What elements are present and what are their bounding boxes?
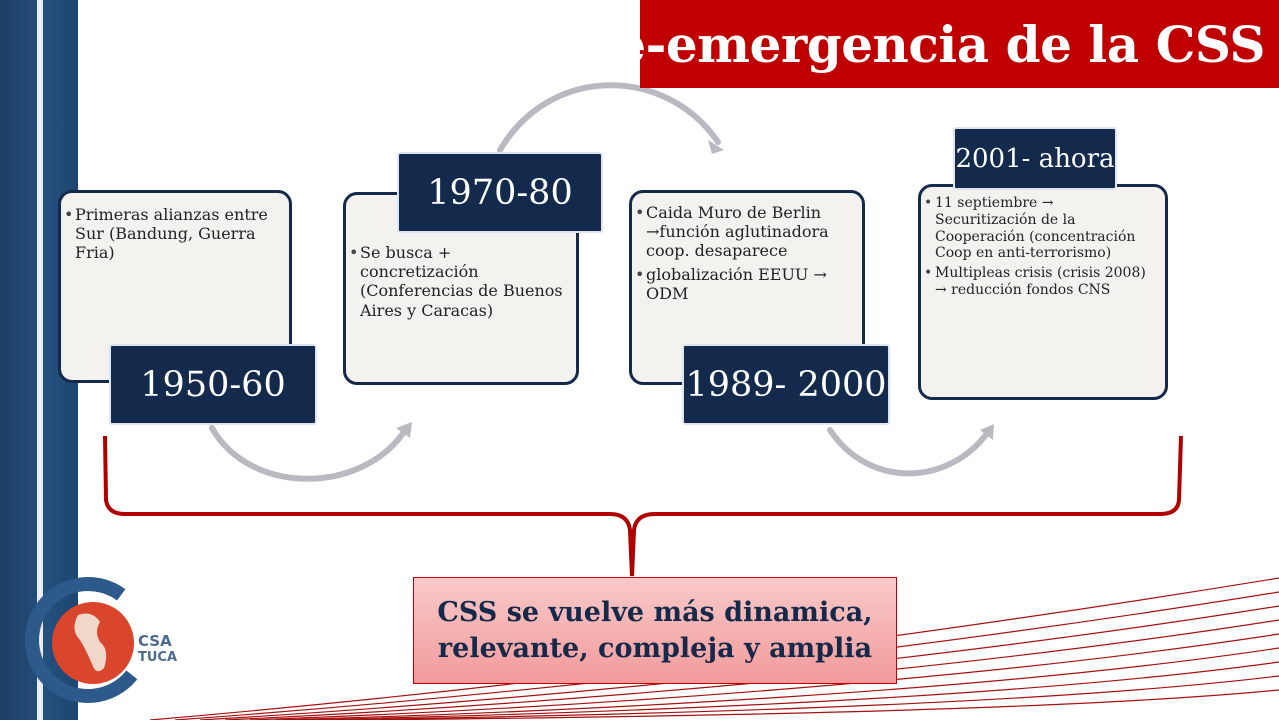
period-label-1950: 1950-60	[109, 344, 317, 425]
bullet-item: • Se busca + concretización (Conferencias de Buenos Aires y Caracas)	[360, 243, 570, 320]
bullet-list	[921, 195, 1165, 299]
period-label-1970: 1970-80	[397, 152, 603, 233]
period-label-2001: 2001- ahora	[953, 127, 1117, 190]
conclusion-text: CSS se vuelve más dinamica, relevante, compleja y amplia	[437, 597, 873, 664]
bullet-item: • Caida Muro de Berlin →función aglutinadora coop. desaparece	[646, 203, 856, 261]
bullet-item: • Multipleas crisis (crisis 2008) → reducción fondos CNS	[935, 265, 1159, 299]
summary-bracket	[105, 436, 1181, 576]
period-card-2001	[918, 184, 1168, 400]
page-title: Re-emergencia de la CSS	[573, 14, 1265, 74]
bullet-list	[346, 243, 576, 320]
conclusion-box	[413, 577, 897, 684]
bullet-item: • globalización EEUU → ODM	[646, 265, 856, 303]
logo-text-tuca: TUCA	[138, 650, 178, 665]
bullet-item: • Primeras alianzas entre Sur (Bandung, Guerra Fria)	[75, 205, 283, 263]
logo-text-csa: CSA	[138, 632, 172, 650]
bullet-list	[632, 203, 862, 303]
period-label-1989: 1989- 2000	[682, 344, 890, 425]
bullet-list	[61, 205, 289, 263]
bullet-item: • 11 septiembre → Securitización de la Cooperación (concentración Coop en anti-terrorismo)	[935, 195, 1159, 262]
arrow-3-to-4	[830, 430, 988, 473]
arrow-1-to-2	[212, 428, 404, 479]
arrow-2-to-3	[500, 85, 718, 150]
title-banner	[573, 0, 1279, 88]
